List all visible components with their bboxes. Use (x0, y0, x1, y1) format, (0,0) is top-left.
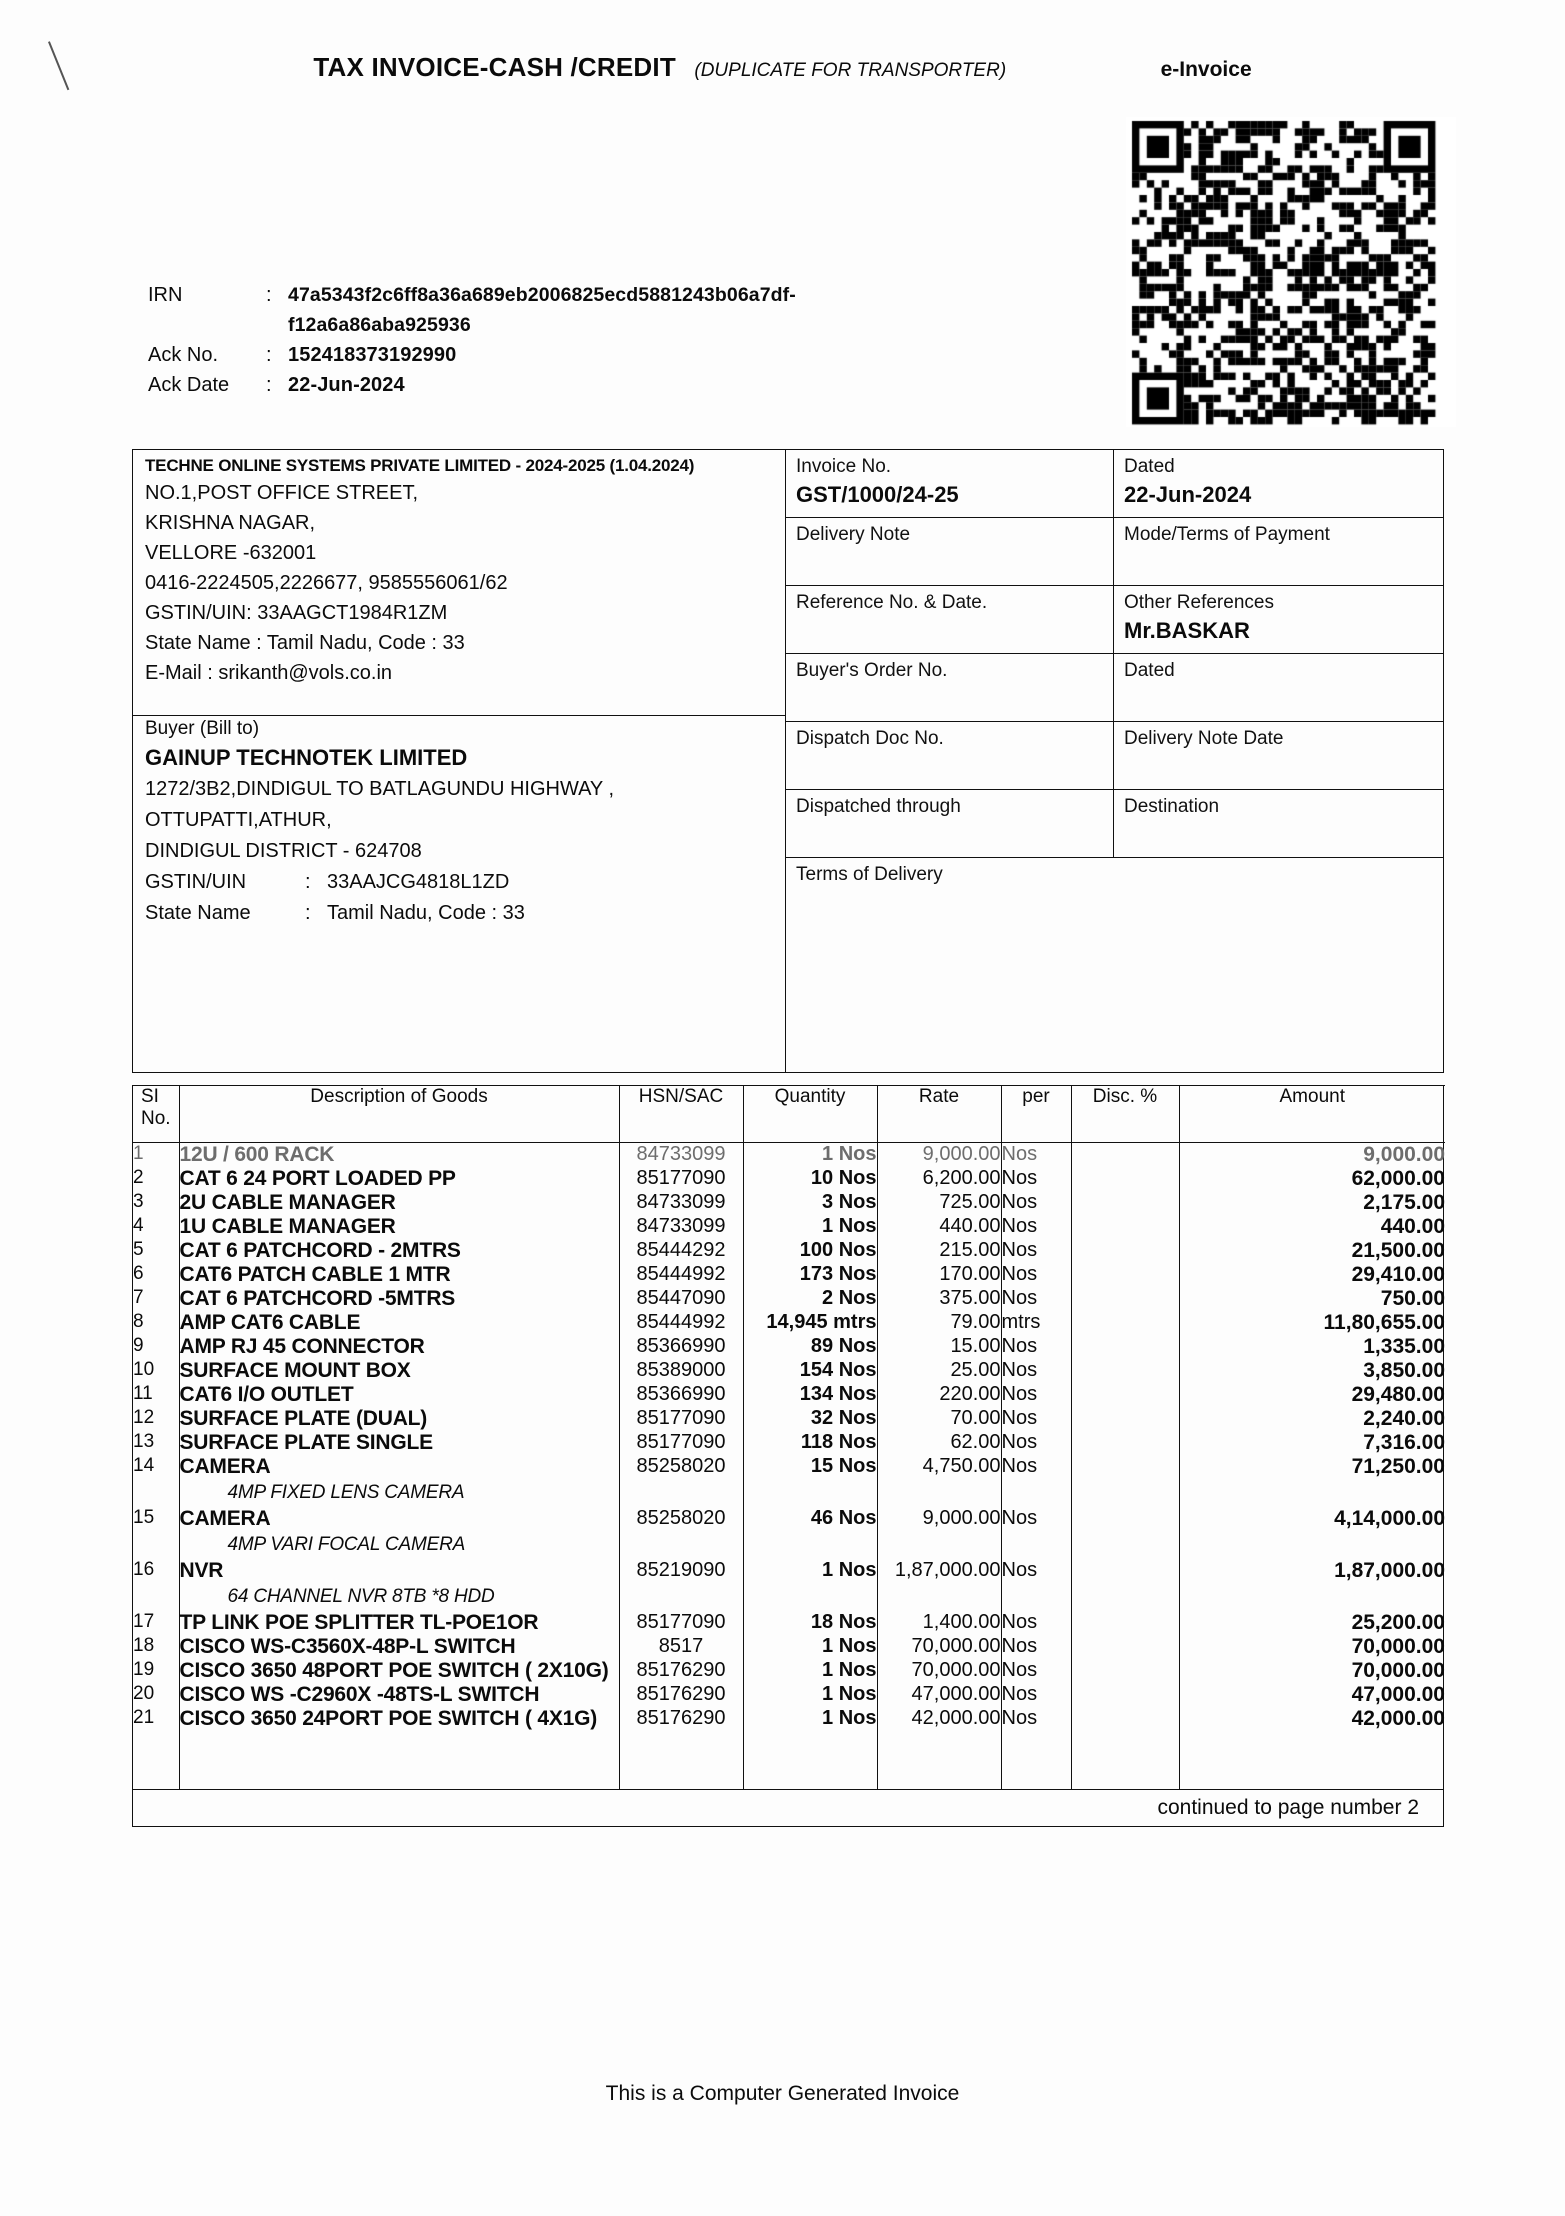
cell-rate: 6,200.00 (877, 1167, 1001, 1191)
buyer-gstin-row: GSTIN/UIN : 33AAJCG4818L1ZD (145, 867, 775, 898)
cell-hsn: 85389000 (619, 1359, 743, 1383)
cell-amount: 70,000.00 (1179, 1659, 1445, 1683)
invoice-no-value: GST/1000/24-25 (796, 482, 959, 507)
cell-rate: 220.00 (877, 1383, 1001, 1407)
invoice-parties-frame (132, 449, 1444, 1073)
table-row (133, 1707, 1445, 1731)
cell-amount: 2,240.00 (1179, 1407, 1445, 1431)
cell-per: Nos (1001, 1383, 1071, 1407)
ack-no-colon: : (266, 344, 272, 366)
cell-disc (1071, 1383, 1179, 1407)
cell-sl: 19 (133, 1659, 155, 1680)
table-row (133, 1407, 1445, 1431)
cell-sl: 21 (133, 1707, 155, 1728)
delivery-note-label: Delivery Note (796, 524, 911, 545)
cell-rate: 79.00 (877, 1311, 1001, 1335)
cell-per: Nos (1001, 1659, 1071, 1683)
cell-per: Nos (1001, 1635, 1071, 1659)
cell-hsn: 85219090 (619, 1559, 743, 1611)
continued-footer (133, 1789, 1443, 1826)
buyer-state-label: State Name (145, 902, 251, 924)
cell-per: Nos (1001, 1335, 1071, 1359)
cell-hsn: 85176290 (619, 1659, 743, 1683)
invoice-dated-cell (1114, 450, 1443, 518)
cell-quantity: 1 Nos (743, 1143, 877, 1168)
table-row (133, 1287, 1445, 1311)
cell-quantity: 14,945 mtrs (743, 1311, 877, 1335)
cell-sl: 8 (133, 1311, 144, 1332)
cell-amount: 440.00 (1179, 1215, 1445, 1239)
buyer-state-value: Tamil Nadu, Code : 33 (327, 902, 525, 924)
cell-sl: 11 (133, 1383, 153, 1404)
cell-amount: 1,87,000.00 (1179, 1559, 1445, 1611)
cell-quantity: 1 Nos (743, 1215, 877, 1239)
table-row (133, 1143, 1445, 1168)
cell-per: Nos (1001, 1507, 1071, 1559)
cell-sl: 9 (133, 1335, 144, 1356)
page-title: TAX INVOICE-CASH /CREDIT (313, 52, 676, 82)
buyer-address-line: 1272/3B2,DINDIGUL TO BATLAGUNDU HIGHWAY , (145, 778, 615, 800)
cell-hsn: 84733099 (619, 1191, 743, 1215)
cell-amount: 71,250.00 (1179, 1455, 1445, 1507)
buyer-name: GAINUP TECHNOTEK LIMITED (145, 745, 468, 770)
cell-quantity: 32 Nos (743, 1407, 877, 1431)
seller-email: E-Mail : srikanth@vols.co.in (145, 662, 393, 684)
column-header-amount: Amount (1179, 1086, 1445, 1143)
terms-of-delivery-label: Terms of Delivery (796, 864, 943, 885)
cell-hsn: 85177090 (619, 1167, 743, 1191)
cell-hsn: 85447090 (619, 1287, 743, 1311)
destination-label: Destination (1124, 796, 1220, 817)
cell-rate: 47,000.00 (877, 1683, 1001, 1707)
buyer-label: Buyer (Bill to) (145, 718, 260, 739)
column-header-quantity: Quantity (743, 1086, 877, 1143)
table-row (133, 1263, 1445, 1287)
items-table (132, 1085, 1444, 1827)
cell-sl: 3 (133, 1191, 144, 1212)
cell-quantity: 134 Nos (743, 1383, 877, 1407)
cell-disc (1071, 1635, 1179, 1659)
cell-hsn: 85444992 (619, 1311, 743, 1335)
cell-disc (1071, 1659, 1179, 1683)
cell-hsn: 84733099 (619, 1143, 743, 1168)
cell-rate: 9,000.00 (877, 1507, 1001, 1559)
cell-hsn: 85177090 (619, 1611, 743, 1635)
cell-description: SURFACE MOUNT BOX (179, 1359, 619, 1383)
dispatch-doc-cell (786, 722, 1114, 790)
cell-rate: 70.00 (877, 1407, 1001, 1431)
cell-rate: 42,000.00 (877, 1707, 1001, 1731)
cell-per: Nos (1001, 1431, 1071, 1455)
cell-amount: 29,480.00 (1179, 1383, 1445, 1407)
table-body (133, 1143, 1445, 1732)
cell-disc (1071, 1143, 1179, 1168)
cell-per: Nos (1001, 1167, 1071, 1191)
cell-per: Nos (1001, 1559, 1071, 1611)
buyer-address-line: DINDIGUL DISTRICT - 624708 (145, 840, 422, 862)
table-row (133, 1431, 1445, 1455)
table-row (133, 1191, 1445, 1215)
cell-sl: 14 (133, 1455, 155, 1476)
table-row (133, 1635, 1445, 1659)
cell-rate: 215.00 (877, 1239, 1001, 1263)
cell-per: Nos (1001, 1263, 1071, 1287)
cell-description: CAT 6 24 PORT LOADED PP (179, 1167, 619, 1191)
cell-disc (1071, 1407, 1179, 1431)
cell-hsn: 85177090 (619, 1431, 743, 1455)
cell-hsn: 85176290 (619, 1707, 743, 1731)
cell-hsn: 85177090 (619, 1407, 743, 1431)
ack-no-label: Ack No. (148, 344, 219, 366)
seller-address-line: VELLORE -632001 (145, 542, 317, 564)
invoice-header (0, 52, 1565, 83)
reference-label: Reference No. & Date. (796, 592, 988, 613)
cell-rate: 4,750.00 (877, 1455, 1001, 1507)
cell-hsn: 85444292 (619, 1239, 743, 1263)
delivery-note-date-label: Delivery Note Date (1124, 728, 1284, 749)
destination-cell (1114, 790, 1443, 858)
cell-amount: 3,850.00 (1179, 1359, 1445, 1383)
cell-amount: 21,500.00 (1179, 1239, 1445, 1263)
column-header-description: Description of Goods (179, 1086, 619, 1143)
cell-quantity: 3 Nos (743, 1191, 877, 1215)
cell-disc (1071, 1311, 1179, 1335)
cell-quantity: 2 Nos (743, 1287, 877, 1311)
cell-amount: 2,175.00 (1179, 1191, 1445, 1215)
invoice-no-cell (786, 450, 1114, 518)
table-row (133, 1359, 1445, 1383)
cell-amount: 47,000.00 (1179, 1683, 1445, 1707)
cell-per: Nos (1001, 1215, 1071, 1239)
cell-quantity: 118 Nos (743, 1431, 877, 1455)
cell-quantity: 1 Nos (743, 1707, 877, 1731)
dispatched-through-label: Dispatched through (796, 796, 961, 817)
cell-rate: 1,87,000.00 (877, 1559, 1001, 1611)
cell-sl: 12 (133, 1407, 155, 1428)
irn-label: IRN (148, 284, 183, 306)
cell-description: CAMERA 4MP FIXED LENS CAMERA (179, 1455, 619, 1507)
cell-sl: 7 (133, 1287, 144, 1308)
table-row (133, 1611, 1445, 1635)
cell-per: Nos (1001, 1455, 1071, 1507)
cell-disc (1071, 1455, 1179, 1507)
einvoice-label: e-Invoice (1160, 58, 1252, 81)
buyer-block (133, 742, 785, 1072)
cell-hsn: 85444992 (619, 1263, 743, 1287)
dated-label: Dated (1124, 456, 1175, 477)
terms-of-delivery-cell (786, 858, 1443, 1044)
cell-per: mtrs (1001, 1311, 1071, 1335)
cell-disc (1071, 1707, 1179, 1731)
mode-terms-cell (1114, 518, 1443, 586)
table-row (133, 1239, 1445, 1263)
cell-disc (1071, 1359, 1179, 1383)
cell-quantity: 1 Nos (743, 1683, 877, 1707)
table-row (133, 1335, 1445, 1359)
cell-rate: 9,000.00 (877, 1143, 1001, 1168)
other-references-label: Other References (1124, 592, 1274, 613)
seller-address-line: KRISHNA NAGAR, (145, 512, 316, 534)
cell-amount: 70,000.00 (1179, 1635, 1445, 1659)
cell-description: CAT 6 PATCHCORD -5MTRS (179, 1287, 619, 1311)
ack-date-colon: : (266, 374, 272, 396)
buyers-order-dated-label: Dated (1124, 660, 1175, 681)
buyer-state-row: State Name : Tamil Nadu, Code : 33 (145, 898, 775, 929)
cell-description: CISCO WS -C2960X -48TS-L SWITCH (179, 1683, 619, 1707)
cell-sl: 6 (133, 1263, 144, 1284)
cell-sl: 1 (133, 1143, 144, 1164)
dispatched-through-cell (786, 790, 1114, 858)
cell-hsn: 85258020 (619, 1507, 743, 1559)
cell-hsn: 84733099 (619, 1215, 743, 1239)
cell-hsn: 8517 (619, 1635, 743, 1659)
cell-description: CISCO WS-C3560X-48P-L SWITCH (179, 1635, 619, 1659)
cell-description: CAMERA 4MP VARI FOCAL CAMERA (179, 1507, 619, 1559)
computer-generated-note: This is a Computer Generated Invoice (605, 2082, 960, 2105)
cell-sl: 13 (133, 1431, 155, 1452)
ack-date-value: 22-Jun-2024 (288, 374, 405, 396)
cell-per: Nos (1001, 1287, 1071, 1311)
seller-block (133, 450, 785, 716)
seller-gstin: GSTIN/UIN: 33AAGCT1984R1ZM (145, 602, 448, 624)
reference-cell (786, 586, 1114, 654)
column-header-hsn: HSN/SAC (619, 1086, 743, 1143)
table-row (133, 1659, 1445, 1683)
cell-sl: 4 (133, 1215, 144, 1236)
cell-quantity: 1 Nos (743, 1635, 877, 1659)
buyer-address-line: OTTUPATTI,ATHUR, (145, 809, 332, 831)
cell-description: 1U CABLE MANAGER (179, 1215, 619, 1239)
cell-amount: 9,000.00 (1179, 1143, 1445, 1168)
delivery-note-cell (786, 518, 1114, 586)
table-row (133, 1383, 1445, 1407)
cell-sl: 16 (133, 1559, 155, 1580)
invoice-details-column (786, 450, 1443, 1072)
cell-disc (1071, 1683, 1179, 1707)
cell-sl: 2 (133, 1167, 144, 1188)
cell-rate: 1,400.00 (877, 1611, 1001, 1635)
table-row (133, 1311, 1445, 1335)
cell-rate: 70,000.00 (877, 1659, 1001, 1683)
buyer-gstin-value: 33AAJCG4818L1ZD (327, 871, 510, 893)
table-row (133, 1455, 1445, 1507)
cell-quantity: 100 Nos (743, 1239, 877, 1263)
buyers-order-label: Buyer's Order No. (796, 660, 948, 681)
cell-quantity: 1 Nos (743, 1559, 877, 1611)
cell-hsn: 85258020 (619, 1455, 743, 1507)
cell-amount: 7,316.00 (1179, 1431, 1445, 1455)
cell-rate: 15.00 (877, 1335, 1001, 1359)
other-references-value: Mr.BASKAR (1124, 618, 1250, 643)
cell-amount: 62,000.00 (1179, 1167, 1445, 1191)
cell-quantity: 15 Nos (743, 1455, 877, 1507)
cell-per: Nos (1001, 1359, 1071, 1383)
table-row (133, 1167, 1445, 1191)
cell-rate: 62.00 (877, 1431, 1001, 1455)
cell-sl: 10 (133, 1359, 155, 1380)
cell-amount: 4,14,000.00 (1179, 1507, 1445, 1559)
cell-quantity: 18 Nos (743, 1611, 877, 1635)
delivery-note-date-cell (1114, 722, 1443, 790)
cell-per: Nos (1001, 1707, 1071, 1731)
cell-amount: 25,200.00 (1179, 1611, 1445, 1635)
seller-address-line: NO.1,POST OFFICE STREET, (145, 482, 419, 504)
cell-disc (1071, 1507, 1179, 1559)
seller-state: State Name : Tamil Nadu, Code : 33 (145, 632, 465, 654)
seller-company-name: TECHNE ONLINE SYSTEMS PRIVATE LIMITED - 2024-2025 (1.04.2024) (145, 456, 695, 475)
column-header-disc: Disc. % (1071, 1086, 1179, 1143)
cell-description: CISCO 3650 48PORT POE SWITCH ( 2X10G) (179, 1659, 619, 1683)
cell-disc (1071, 1239, 1179, 1263)
buyers-order-dated-cell (1114, 654, 1443, 722)
cell-sl: 20 (133, 1683, 155, 1704)
dated-value: 22-Jun-2024 (1124, 482, 1252, 507)
cell-disc (1071, 1191, 1179, 1215)
cell-sl: 15 (133, 1507, 155, 1528)
cell-sl: 17 (133, 1611, 155, 1632)
cell-per: Nos (1001, 1191, 1071, 1215)
cell-rate: 25.00 (877, 1359, 1001, 1383)
cell-rate: 440.00 (877, 1215, 1001, 1239)
cell-disc (1071, 1335, 1179, 1359)
qr-code (1126, 117, 1456, 427)
seller-phone: 0416-2224505,2226677, 9585556061/62 (145, 572, 508, 594)
cell-disc (1071, 1611, 1179, 1635)
cell-per: Nos (1001, 1683, 1071, 1707)
table-header-row (133, 1086, 1445, 1143)
cell-per: Nos (1001, 1611, 1071, 1635)
invoice-no-label: Invoice No. (796, 456, 892, 477)
cell-rate: 375.00 (877, 1287, 1001, 1311)
cell-description: AMP RJ 45 CONNECTOR (179, 1335, 619, 1359)
table-row (133, 1559, 1445, 1611)
cell-description: SURFACE PLATE SINGLE (179, 1431, 619, 1455)
cell-description: SURFACE PLATE (DUAL) (179, 1407, 619, 1431)
cell-per: Nos (1001, 1407, 1071, 1431)
continued-label: continued to page number 2 (1157, 1796, 1419, 1819)
cell-rate: 70,000.00 (877, 1635, 1001, 1659)
cell-amount: 42,000.00 (1179, 1707, 1445, 1731)
irn-colon: : (266, 284, 272, 306)
buyer-gstin-label: GSTIN/UIN (145, 871, 247, 893)
cell-disc (1071, 1287, 1179, 1311)
cell-description: CAT6 PATCH CABLE 1 MTR (179, 1263, 619, 1287)
table-row (133, 1215, 1445, 1239)
table-spacer-row (133, 1731, 1445, 1789)
cell-disc (1071, 1215, 1179, 1239)
irn-value-line2: f12a6a86aba925936 (288, 314, 471, 336)
cell-sl: 18 (133, 1635, 155, 1656)
cell-sl: 5 (133, 1239, 144, 1260)
mode-terms-label: Mode/Terms of Payment (1124, 524, 1330, 545)
cell-quantity: 46 Nos (743, 1507, 877, 1559)
column-header-rate: Rate (877, 1086, 1001, 1143)
column-header-per: per (1001, 1086, 1071, 1143)
ack-no-value: 152418373192990 (288, 344, 457, 366)
irn-value-line1: 47a5343f2c6ff8a36a689eb2006825ecd5881243b06a7df- (288, 284, 796, 306)
cell-description: TP LINK POE SPLITTER TL-POE1OR (179, 1611, 619, 1635)
cell-disc (1071, 1559, 1179, 1611)
cell-quantity: 173 Nos (743, 1263, 877, 1287)
cell-amount: 750.00 (1179, 1287, 1445, 1311)
cell-amount: 29,410.00 (1179, 1263, 1445, 1287)
cell-description: CAT6 I/O OUTLET (179, 1383, 619, 1407)
buyers-order-cell (786, 654, 1114, 722)
cell-quantity: 10 Nos (743, 1167, 877, 1191)
cell-description: CISCO 3650 24PORT POE SWITCH ( 4X1G) (179, 1707, 619, 1731)
cell-quantity: 1 Nos (743, 1659, 877, 1683)
cell-description: AMP CAT6 CABLE (179, 1311, 619, 1335)
cell-rate: 170.00 (877, 1263, 1001, 1287)
header-subtitle: (DUPLICATE FOR TRANSPORTER) (694, 60, 1007, 81)
cell-description: NVR 64 CHANNEL NVR 8TB *8 HDD (179, 1559, 619, 1611)
cell-hsn: 85366990 (619, 1335, 743, 1359)
cell-hsn: 85366990 (619, 1383, 743, 1407)
irn-block (148, 280, 796, 400)
party-column (133, 450, 786, 1072)
cell-quantity: 89 Nos (743, 1335, 877, 1359)
cell-rate: 725.00 (877, 1191, 1001, 1215)
cell-disc (1071, 1263, 1179, 1287)
cell-disc (1071, 1431, 1179, 1455)
cell-amount: 1,335.00 (1179, 1335, 1445, 1359)
cell-disc (1071, 1167, 1179, 1191)
cell-description: 2U CABLE MANAGER (179, 1191, 619, 1215)
cell-quantity: 154 Nos (743, 1359, 877, 1383)
table-row (133, 1683, 1445, 1707)
cell-per: Nos (1001, 1143, 1071, 1168)
column-header-sl: SI No. (133, 1086, 179, 1143)
cell-amount: 11,80,655.00 (1179, 1311, 1445, 1335)
cell-description: 12U / 600 RACK (179, 1143, 619, 1168)
ack-date-label: Ack Date (148, 374, 230, 396)
other-references-cell (1114, 586, 1443, 654)
cell-per: Nos (1001, 1239, 1071, 1263)
dispatch-doc-label: Dispatch Doc No. (796, 728, 944, 749)
cell-description: CAT 6 PATCHCORD - 2MTRS (179, 1239, 619, 1263)
table-row (133, 1507, 1445, 1559)
cell-hsn: 85176290 (619, 1683, 743, 1707)
